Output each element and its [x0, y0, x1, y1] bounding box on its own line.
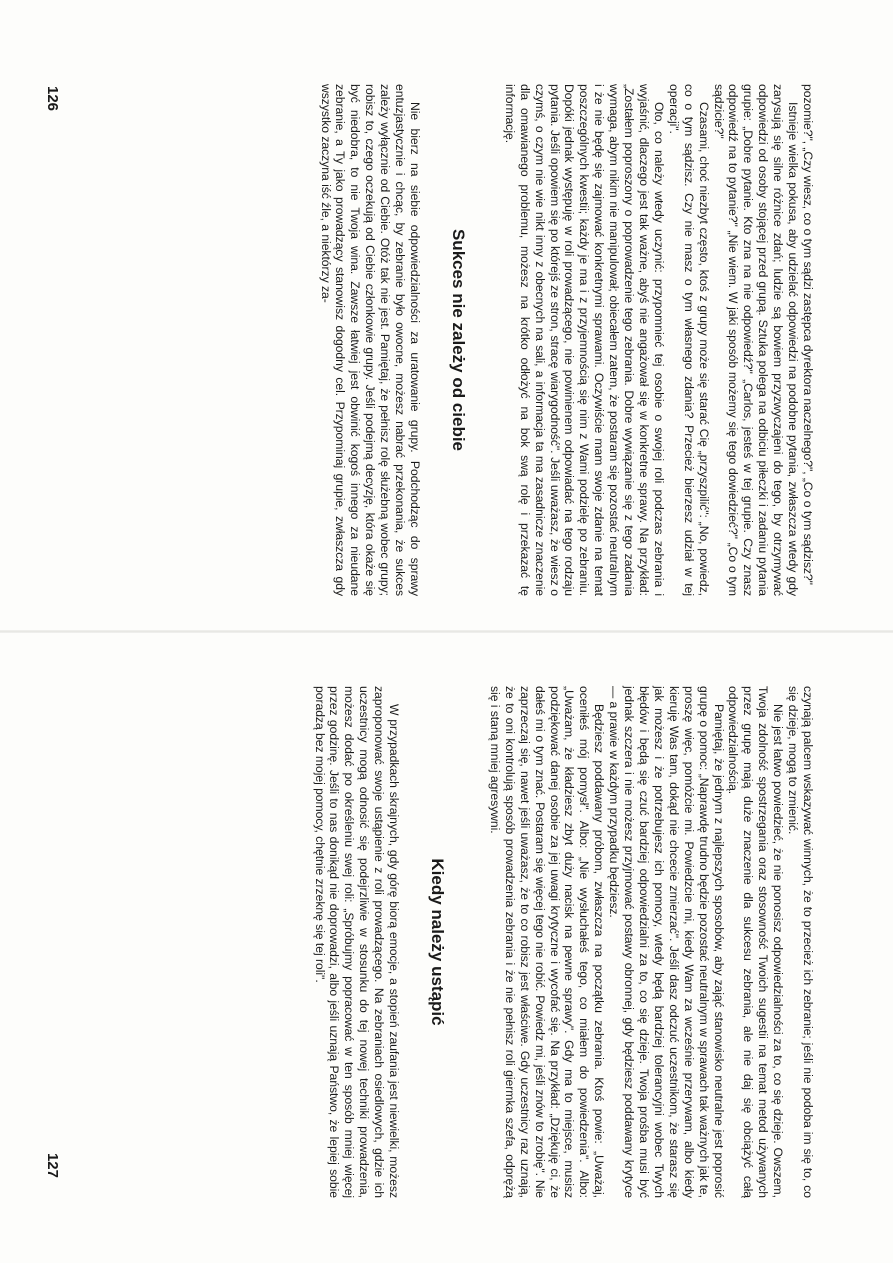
right-paragraph-3: Pamiętaj, że jednym z najlepszych sposobów, aby zająć stanowisko neutralne jest poprosić grupę o pomoc: „Naprawdę trudno będzie pozostać neutralnym w sprawach tak ważnych jak te, proszę więc, pomóżcie mi. Powiedzcie mi, kiedy Wam za wcześnie przerywam, albo kiedy kieruję Was tam, dokąd nie chcecie zmierzać". Jeśli dasz odczuć uczestnikom, że starasz się jak możesz i że potrzebujesz ich pomocy, wtedy będą bardziej tolerancyjni wobec Twych błędów i będą się czuć bardziej odpowiedzialni za to, co się dzieje. Twoja prośba musi być jednak szczera i nie możesz przyjmować postawy obronnej, gdy będziesz poddawany krytyce — a prawie w każdym przypadku będziesz. — [607, 686, 726, 1198]
left-section-heading: Sukces nie zależy od ciebie — [448, 228, 468, 452]
right-paragraph-4: Będziesz poddawany próbom, zwłaszcza na początku zebrania. Ktoś powie: „Uważaj, oceniłeś mój pomysł". Albo: „Nie wysłuchałeś tego, co miałem do powiedzenia". Albo: „Uważam, że kładziesz zbyt duży nacisk na pewne sprawy". Gdy ma to miejsce, musisz podziękować danej osobie za jej uwagi krytyczne i wycofać się. Na przykład: „Dziękuję ci, że dałeś mi o tym znać. Postaram się więcej tego nie robić. Powiedz mi, jeśli znów to zrobię". Nie zaprzeczaj się, nawet jeśli uważasz, że to co robisz jest właściwe. Gdy uczestnicy raz uznają, że to oni kontrolują sposób prowadzenia zebrania i że nie pełnisz roli giermka szefa, odprężą się i staną mniej agresywni. — [487, 686, 607, 1198]
left-text-column — [318, 84, 815, 596]
left-paragraph-3: Czasami, choć niezbyt często, ktoś z grupy może się starać Cię „przyszpilić": „No, powiedz, co o tym sądzisz. Czy nie masz o tym własnego zdania? Przecież bierzesz udział w tej operacji". — [666, 84, 711, 596]
right-section-heading: Kiedy należy ustąpić — [428, 858, 448, 1026]
right-paragraph-2: Nie jest łatwo powiedzieć, że nie ponosisz odpowiedzialności za to, co się dzieje. Owszem, Twoja zdolność spostrzegania oraz stosowność Twoich sugestii na temat metod używanych przez grupę mają duże znaczenie dla sukcesu zebrania, ale nie daj się obciążyć całą odpowiedzialnością. — [726, 686, 786, 1198]
right-page-number: 127 — [44, 1152, 61, 1178]
left-paragraph-5: Nie bierz na siebie odpowiedzialności za uratowanie grupy. Podchodząc do sprawy entuzjastycznie i chcąc, by zebranie było owocne, możesz nabrać przekonania, że sukces zależy wyłącznie od Ciebie. Otóż tak nie jest. Pamiętaj, że pełnisz rolę służebną wobec grupy; robisz to, czego oczekują od Ciebie członkowie grupy. Jeśli podejmą decyzję, która okaże się być niedobra, to nie Twoja wina. Zawsze łatwiej jest obwinić kogoś innego za nieudane zebranie, a Ty jako prowadzący stanowisz dogodny cel. Przypominaj grupie, zwłaszcza gdy wszystko zaczyna iść źle, a niektórzy za- — [318, 84, 422, 596]
left-page — [0, 0, 893, 631]
left-page-number: 126 — [44, 86, 61, 112]
right-paragraph-5: W przypadkach skrajnych, gdy górę biorą emocje, a stopień zaufania jest niewielki, możesz zaproponować swoje ustąpienie z roli prowadzącego. Na zebraniach osiedlowych, gdzie ich uczestnicy mogą odnosić się podejrzliwie w stosunku do tej nowej techniki prowadzenia, możesz dodać po określeniu swej roli: „Spróbujmy popracować w ten sposób mniej więcej przez godzinę. Jeśli to nas donikąd nie doprowadzi, albo jeśli uznają Państwo, że lepiej sobie poradzą bez mojej pomocy, chętnie zrzeknę się tej roli". — [312, 686, 402, 1198]
right-page — [0, 632, 893, 1263]
left-paragraph-4: Oto, co należy wtedy uczynić: przypomnieć tej osobie o swojej roli podczas zebrania i wyjaśnić, dlaczego jest tak ważne, abyś nie angażował się w konkretne sprawy. Na przykład: „Zostałem poproszony o poprowadzenie tego zebrania. Dobre wywiązanie się z tego zadania wymaga, abym nikim nie manipulował; obiecałem zatem, że postaram się pozostać neutralnym i że nie będę się zajmować konkretnymi sprawami. Oczywiście mam swoje zdanie na temat poszczególnych kwestii; każdy je ma i z przyjemnością się nim z Wami podzielę po zebraniu. Dopóki jednak występuję w roli prowadzącego, nie powinienem odpowiadać na tego rodzaju pytania. Jeśli opowiem się po którejś ze stron, stracę wiarygodność". Jeśli uważasz, że wiesz o czymś, o czym nie wie nikt inny z obecnych na sali, a informacja ta ma zasadnicze znaczenie dla omawianego problemu, możesz na krótko odłożyć na bok swą rolę i przekazać tę informację. — [502, 84, 666, 596]
left-paragraph-1: pozomie?", „Czy wiesz, co o tym sądzi zastępca dyrektora naczelnego?", „Co o tym sądzisz?" — [801, 84, 815, 585]
right-text-column — [312, 686, 815, 1198]
left-paragraph-2: Istnieje wielka pokusa, aby udzielać odpowiedzi na podobne pytania, zwłaszcza wtedy gdy zarysują się silne różnice zdań; ludzie są bowiem przyzwyczajeni do tego, by otrzymywać odpowiedzi od osoby stojącej przed grupą. Sztuka polega na odbiciu piłeczki i zadaniu pytania grupie: „Dobre pytanie. Kto zna na nie odpowiedź?" „Carlos, jesteś w tej grupie. Czy znasz odpowiedź na to pytanie?" „Nie wiem. W jaki sposób możemy się tego dowiedzieć?" „Co o tym sądzicie?" — [711, 84, 801, 596]
right-paragraph-1: czynają palcem wskazywać winnych, że to przecież ich zebranie; jeśli nie podoba im się to, co się dzieje, mogą to zmienić. — [786, 686, 815, 1198]
